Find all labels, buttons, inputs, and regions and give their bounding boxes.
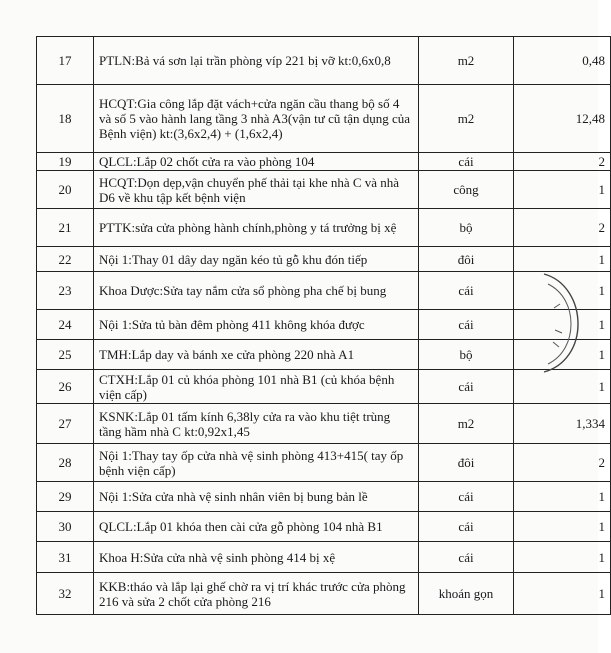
item-description: KSNK:Lắp 01 tấm kính 6,38ly cửa ra vào khu tiệt trùng tầng hầm nhà C kt:0,92x1,45	[94, 404, 419, 444]
item-quantity: 1	[514, 272, 611, 310]
table-row	[37, 444, 611, 482]
row-number: 30	[37, 512, 94, 542]
item-unit: đôi	[419, 444, 514, 482]
row-number: 25	[37, 340, 94, 370]
item-quantity: 1	[514, 171, 611, 209]
item-unit: cái	[419, 272, 514, 310]
item-unit: m2	[419, 37, 514, 85]
row-number: 20	[37, 171, 94, 209]
item-unit: khoán gọn	[419, 573, 514, 615]
table-row	[37, 310, 611, 340]
row-number: 21	[37, 209, 94, 247]
row-number: 29	[37, 482, 94, 512]
table-row	[37, 512, 611, 542]
item-unit: đôi	[419, 247, 514, 272]
item-description: PTLN:Bả vá sơn lại trần phòng víp 221 bị vỡ kt:0,6x0,8	[94, 37, 419, 85]
item-quantity: 2	[514, 209, 611, 247]
item-quantity: 1	[514, 512, 611, 542]
row-number: 31	[37, 542, 94, 573]
item-quantity: 1	[514, 370, 611, 404]
row-number: 27	[37, 404, 94, 444]
table-row	[37, 404, 611, 444]
item-description: Nội 1:Thay 01 dây day ngăn kéo tủ gỗ khu đón tiếp	[94, 247, 419, 272]
table-row	[37, 171, 611, 209]
item-description: KKB:tháo và lắp lại ghế chờ ra vị trí khác trước cửa phòng 216 và sửa 2 chốt cửa phòng 216	[94, 573, 419, 615]
table-row	[37, 209, 611, 247]
item-unit: bộ	[419, 340, 514, 370]
item-description: QLCL:Lắp 01 khóa then cài cửa gỗ phòng 104 nhà B1	[94, 512, 419, 542]
item-description: Nội 1:Thay tay ốp cửa nhà vệ sinh phòng 413+415( tay ốp bệnh viện cấp)	[94, 444, 419, 482]
item-quantity: 1	[514, 340, 611, 370]
item-description: TMH:Lắp day và bánh xe cửa phòng 220 nhà A1	[94, 340, 419, 370]
item-description: Nội 1:Sửa tủ bàn đêm phòng 411 không khóa được	[94, 310, 419, 340]
item-description: Khoa H:Sửa cửa nhà vệ sinh phòng 414 bị xệ	[94, 542, 419, 573]
item-description: QLCL:Lắp 02 chốt cửa ra vào phòng 104	[94, 153, 419, 171]
row-number: 17	[37, 37, 94, 85]
item-description: HCQT:Dọn dẹp,vận chuyển phế thải tại khe nhà C và nhà D6 về khu tập kết bệnh viện	[94, 171, 419, 209]
table-row	[37, 272, 611, 310]
row-number: 24	[37, 310, 94, 340]
item-quantity: 1	[514, 573, 611, 615]
table-row	[37, 370, 611, 404]
item-description: HCQT:Gia công lắp đặt vách+cửa ngăn cầu thang bộ số 4 và số 5 vào hành lang tầng 3 nhà A3(vận tư cũ tận dụng của Bệnh viện) kt:(3,6x2,4) + (1,6x2,4)	[94, 85, 419, 153]
row-number: 19	[37, 153, 94, 171]
table-row	[37, 340, 611, 370]
table-row	[37, 37, 611, 85]
item-description: Khoa Dược:Sửa tay nắm cửa sổ phòng pha chế bị bung	[94, 272, 419, 310]
table-row	[37, 482, 611, 512]
item-unit: cái	[419, 310, 514, 340]
table-row	[37, 573, 611, 615]
item-quantity: 2	[514, 153, 611, 171]
row-number: 18	[37, 85, 94, 153]
work-items-body	[37, 37, 611, 615]
item-unit: công	[419, 171, 514, 209]
item-quantity: 0,48	[514, 37, 611, 85]
row-number: 32	[37, 573, 94, 615]
item-unit: m2	[419, 404, 514, 444]
item-quantity: 2	[514, 444, 611, 482]
item-description: CTXH:Lắp 01 củ khóa phòng 101 nhà B1 (củ khóa bệnh viện cấp)	[94, 370, 419, 404]
item-description: Nội 1:Sửa cửa nhà vệ sinh nhân viên bị bung bản lề	[94, 482, 419, 512]
item-quantity: 1	[514, 247, 611, 272]
item-quantity: 1	[514, 482, 611, 512]
table-row	[37, 153, 611, 171]
item-unit: m2	[419, 85, 514, 153]
item-quantity: 1	[514, 542, 611, 573]
item-quantity: 1,334	[514, 404, 611, 444]
row-number: 22	[37, 247, 94, 272]
item-unit: bộ	[419, 209, 514, 247]
table-row	[37, 542, 611, 573]
row-number: 23	[37, 272, 94, 310]
table-row	[37, 247, 611, 272]
row-number: 28	[37, 444, 94, 482]
item-unit: cái	[419, 542, 514, 573]
item-unit: cái	[419, 153, 514, 171]
item-unit: cái	[419, 482, 514, 512]
work-items-table	[36, 36, 611, 615]
item-unit: cái	[419, 370, 514, 404]
row-number: 26	[37, 370, 94, 404]
item-quantity: 1	[514, 310, 611, 340]
item-unit: cái	[419, 512, 514, 542]
table-row	[37, 85, 611, 153]
item-quantity: 12,48	[514, 85, 611, 153]
item-description: PTTK:sửa cửa phòng hành chính,phòng y tá trưởng bị xệ	[94, 209, 419, 247]
